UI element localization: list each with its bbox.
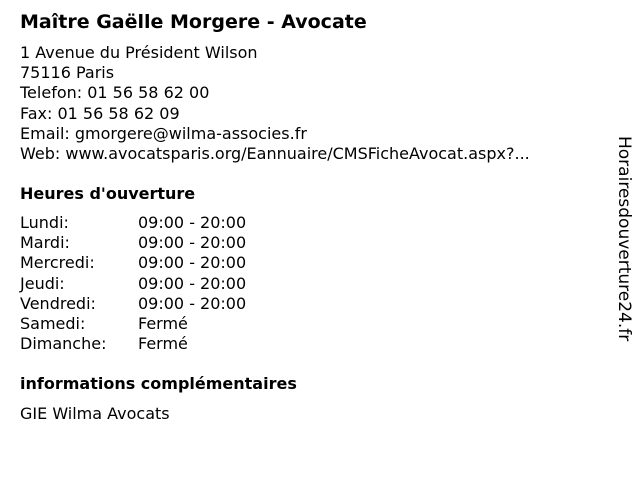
email-label: Email: bbox=[20, 123, 75, 143]
hours-row-tuesday bbox=[20, 233, 246, 253]
day-label: Jeudi: bbox=[20, 273, 65, 293]
hours-row-thursday bbox=[20, 274, 246, 294]
day-label: Samedi: bbox=[20, 314, 86, 334]
hours-row-sunday bbox=[20, 334, 246, 354]
site-brand-vertical: Horairesdouverture24.fr bbox=[614, 136, 634, 342]
website-link[interactable]: www.avocatsparis.org/Eannuaire/CMSFicheAvocat.aspx?... bbox=[65, 144, 530, 164]
hours-value: 09:00 - 20:00 bbox=[138, 213, 247, 232]
hours-value: Fermé bbox=[138, 334, 188, 354]
day-label: Lundi: bbox=[20, 213, 69, 232]
day-label: Mardi: bbox=[20, 233, 70, 253]
email-link[interactable]: gmorgere@wilma-associes.fr bbox=[74, 123, 307, 143]
hours-value: Fermé bbox=[138, 314, 188, 334]
contact-details bbox=[20, 43, 530, 164]
hours-value: 09:00 - 20:00 bbox=[138, 253, 247, 273]
page-title: Maître Gaëlle Morgere - Avocate bbox=[20, 11, 367, 33]
address-street: 1 Avenue du Président Wilson bbox=[20, 43, 258, 62]
opening-hours-heading: Heures d'ouverture bbox=[20, 184, 196, 203]
day-label: Vendredi: bbox=[20, 293, 96, 313]
hours-row-friday bbox=[20, 294, 246, 314]
hours-value: 09:00 - 20:00 bbox=[138, 293, 247, 313]
web-row bbox=[20, 144, 530, 164]
additional-info-heading: informations complémentaires bbox=[20, 374, 297, 393]
day-label: Dimanche: bbox=[20, 334, 107, 354]
phone-number[interactable]: Telefon: 01 56 58 62 00 bbox=[20, 83, 210, 103]
hours-value: 09:00 - 20:00 bbox=[138, 233, 247, 253]
additional-info-text: GIE Wilma Avocats bbox=[20, 404, 170, 423]
address-city: 75116 Paris bbox=[20, 63, 115, 83]
opening-hours-table bbox=[20, 213, 246, 354]
hours-row-wednesday bbox=[20, 253, 246, 273]
day-label: Mercredi: bbox=[20, 253, 95, 273]
hours-value: 09:00 - 20:00 bbox=[138, 273, 247, 293]
fax-number: Fax: 01 56 58 62 09 bbox=[20, 103, 180, 123]
hours-row-saturday bbox=[20, 314, 246, 334]
web-label: Web: bbox=[20, 144, 66, 164]
email-row bbox=[20, 124, 530, 144]
hours-row-monday bbox=[20, 213, 246, 233]
